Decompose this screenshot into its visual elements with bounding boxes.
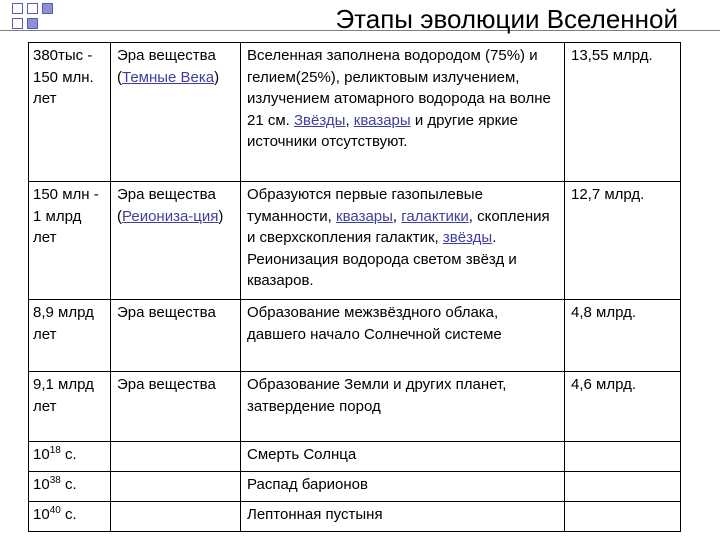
- years-cell: 4,8 млрд.: [565, 300, 681, 372]
- time-exponent: 40: [49, 505, 61, 516]
- description-cell: [241, 43, 565, 182]
- years-cell: [565, 502, 681, 532]
- page-title: Этапы эволюции Вселенной: [335, 4, 678, 34]
- era-cell: [111, 472, 241, 502]
- decor-square-3: [42, 3, 53, 14]
- decor-square-4: [12, 18, 23, 29]
- time-unit: с.: [60, 446, 77, 463]
- years-cell: 13,55 млрд.: [565, 43, 681, 182]
- description-text: Вселенная заполнена водородом (75%) и гелием(25%), реликтовым излучением, излучением атомарного водорода на волне 21 см.: [247, 47, 551, 129]
- era-cell: Эра вещества: [111, 300, 241, 372]
- era-cell: [111, 182, 241, 300]
- description-cell: Образование Земли и других планет, затвердение пород: [241, 372, 565, 442]
- era-cell: [111, 43, 241, 182]
- time-cell: 9,1 млрд лет: [29, 372, 111, 442]
- time-cell: [29, 472, 111, 502]
- description-link[interactable]: квазары: [336, 207, 393, 225]
- time-base: 10: [33, 476, 50, 493]
- era-cell: Эра вещества: [111, 372, 241, 442]
- table-row: [29, 442, 681, 472]
- era-open-paren: (: [117, 68, 122, 86]
- description-cell: Смерть Солнца: [241, 442, 565, 472]
- decor-square-1: [12, 3, 23, 14]
- table-row: [29, 300, 681, 372]
- description-text: ,: [392, 207, 402, 225]
- table-row: [29, 182, 681, 300]
- description-cell: Лептонная пустыня: [241, 502, 565, 532]
- era-open-paren: (: [117, 207, 122, 225]
- time-cell: 380тыс - 150 млн. лет: [29, 43, 111, 182]
- time-cell: [29, 442, 111, 472]
- era-cell: [111, 442, 241, 472]
- time-unit: с.: [60, 476, 77, 493]
- description-text: . Реионизация водорода светом звёзд и квазаров.: [247, 229, 517, 289]
- years-cell: 12,7 млрд.: [565, 182, 681, 300]
- time-unit: с.: [60, 506, 77, 523]
- era-label: Эра вещества: [117, 47, 216, 64]
- time-base: 10: [33, 506, 50, 523]
- time-cell: [29, 502, 111, 532]
- era-close-paren: ): [214, 68, 220, 86]
- time-exponent: 38: [49, 475, 61, 486]
- time-exponent: 18: [49, 445, 61, 456]
- table-row: [29, 502, 681, 532]
- description-cell: Образование межзвёздного облака, давшего начало Солнечной системе: [241, 300, 565, 372]
- table-row: [29, 372, 681, 442]
- time-cell: 8,9 млрд лет: [29, 300, 111, 372]
- era-label: Эра вещества: [117, 186, 216, 203]
- era-close-paren: ): [218, 207, 224, 225]
- years-cell: [565, 472, 681, 502]
- description-text: , скопления и сверхскопления галактик,: [247, 207, 550, 246]
- description-link[interactable]: Звёзды: [294, 111, 346, 129]
- years-cell: [565, 442, 681, 472]
- description-text: Образуются первые газопылевые туманности,: [247, 186, 483, 225]
- era-link[interactable]: Темные Века: [122, 68, 215, 86]
- description-link[interactable]: галактики: [401, 207, 469, 225]
- description-link[interactable]: звёзды: [442, 229, 493, 246]
- era-cell: [111, 502, 241, 532]
- time-base: 10: [33, 446, 50, 463]
- decor-square-5: [27, 18, 38, 29]
- time-cell: 150 млн - 1 млрд лет: [29, 182, 111, 300]
- table-row: [29, 472, 681, 502]
- era-link[interactable]: Реиониза-ция: [122, 207, 219, 225]
- description-text: и другие яркие источники отсутствуют.: [247, 111, 518, 150]
- table-row: [29, 43, 681, 182]
- evolution-table: [28, 42, 681, 532]
- decor-square-2: [27, 3, 38, 14]
- description-link[interactable]: квазары: [353, 111, 411, 129]
- description-text: ,: [345, 111, 354, 129]
- description-cell: [241, 182, 565, 300]
- description-cell: Распад барионов: [241, 472, 565, 502]
- years-cell: 4,6 млрд.: [565, 372, 681, 442]
